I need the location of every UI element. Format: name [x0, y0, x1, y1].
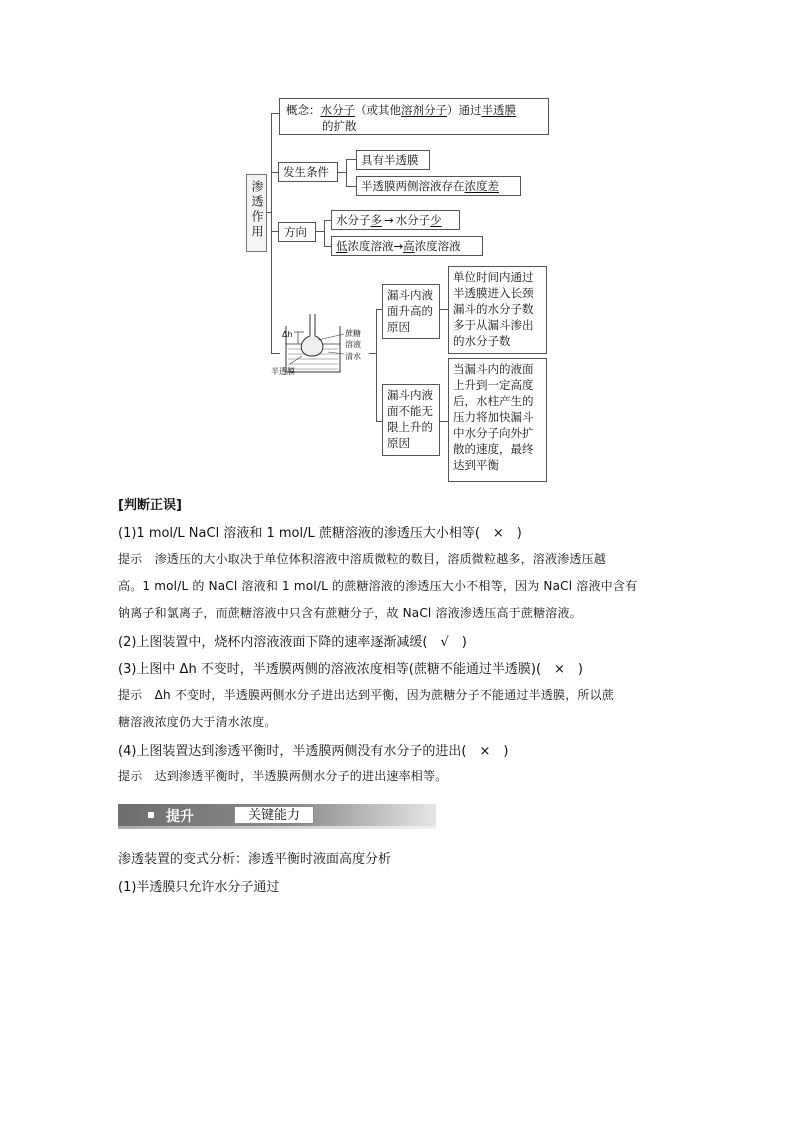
sucrose-label-2: 溶液 — [345, 340, 361, 349]
hint-1-line-2: 高。1 mol/L 的 NaCl 溶液和 1 mol/L 的蔗糖溶液的渗透压大小不相等，因为 NaCl 溶液中含有 — [118, 579, 638, 593]
limit-reason-box: 当漏斗内的液面 上升到一定高度 后，水柱产生的 压力将加快漏斗 中水分子向外扩 散的速度，最终 达到平衡 — [448, 358, 547, 482]
question-3: (3)上图中 Δh 不变时，半透膜两侧的溶液浓度相等(蔗糖不能通过半透膜)( × ) — [118, 662, 583, 677]
variant-case-1: (1)半透膜只允许水分子通过 — [118, 880, 280, 895]
limit-label-box: 漏斗内液 面不能无 限上升的 原因 — [382, 384, 440, 456]
direction-item-1: 水分子多 → 水分子少 — [331, 210, 460, 230]
condition-item-1: 具有半透膜 — [356, 150, 430, 170]
root-box — [246, 174, 267, 252]
section-tag: 提升 — [166, 809, 194, 825]
root-label: 渗透作用 — [250, 180, 264, 240]
rise-reason-box: 单位时间内通过 半透膜进入长颈 漏斗的水分子数 多于从漏斗渗出 的水分子数 — [448, 266, 547, 354]
concept-box: 概念：水分子（或其他溶剂分子）通过半透膜 的扩散 — [279, 98, 549, 135]
question-4: (4)上图装置达到渗透平衡时，半透膜两侧没有水分子的进出( × ) — [118, 744, 509, 759]
water-label: 清水 — [345, 352, 361, 361]
hint-3-line-1: 提示 Δh 不变时，半透膜两侧水分子进出达到平衡，因为蔗糖分子不能通过半透膜，所以蔗 — [118, 688, 615, 702]
condition-box: 发生条件 — [278, 162, 338, 182]
hint-1-line-1: 提示 渗透压的大小取决于单位体积溶液中溶质微粒的数目，溶质微粒越多，溶液渗透压越 — [118, 552, 607, 566]
rise-label-box: 漏斗内液 面升高的 原因 — [382, 284, 440, 339]
band-square-icon — [148, 812, 154, 818]
variant-analysis-heading: 渗透装置的变式分析：渗透平衡时液面高度分析 — [118, 852, 392, 867]
section-title: 关键能力 — [234, 806, 314, 824]
hint-3-line-2: 糖溶液浓度仍大于清水浓度。 — [118, 715, 277, 729]
membrane-label: 半透膜 — [271, 367, 295, 376]
direction-box: 方向 — [278, 222, 316, 242]
sucrose-label-1: 蔗糖 — [345, 329, 361, 338]
section-band — [118, 804, 436, 826]
condition-item-2: 半透膜两侧溶液存在浓度差 — [356, 176, 521, 196]
question-2: (2)上图装置中，烧杯内溶液液面下降的速率逐渐减缓( √ ) — [118, 635, 467, 650]
hint-1-line-3: 钠离子和氯离子，而蔗糖溶液中只含有蔗糖分子，故 NaCl 溶液渗透压高于蔗糖溶液。 — [118, 606, 582, 620]
judge-heading: [判断正误] — [118, 498, 182, 513]
delta-h-label: Δh — [282, 330, 293, 339]
direction-item-2: 低浓度溶液→高浓度溶液 — [331, 236, 483, 256]
hint-4-line-1: 提示 达到渗透平衡时，半透膜两侧水分子的进出速率相等。 — [118, 769, 448, 783]
question-1: (1)1 mol/L NaCl 溶液和 1 mol/L 蔗糖溶液的渗透压大小相等( × ) — [118, 526, 522, 541]
